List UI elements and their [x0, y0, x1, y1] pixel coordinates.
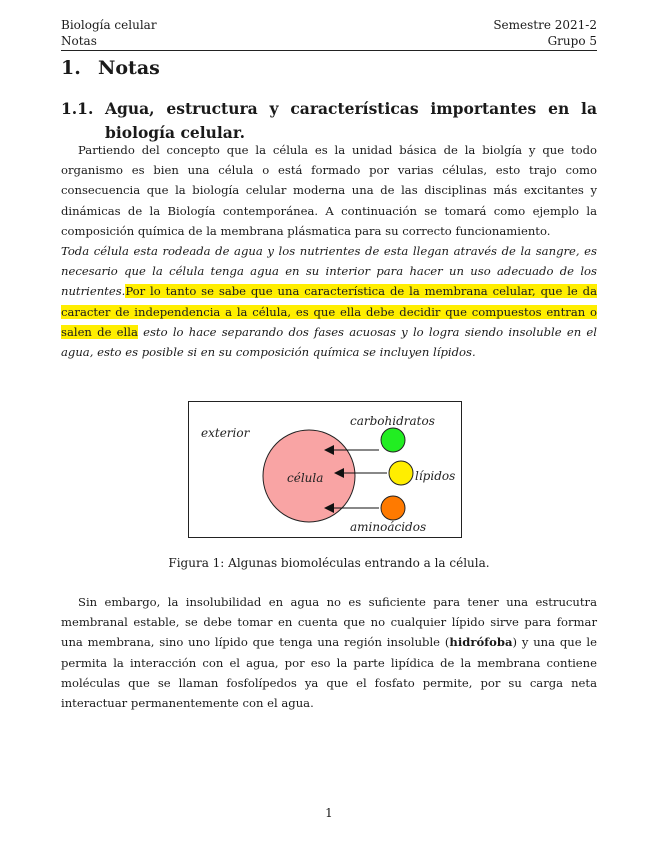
bold-term: hidrófoba — [449, 635, 513, 650]
paragraph-insolubility — [61, 592, 597, 713]
paragraph-membrane-italic-start: Toda célula esta rodeada de agua y los nutrientes de esta llegan através de la sangre, es necesario que la célula tenga agua en su interior para hacer un uso adecuado de los nutrientes. — [61, 244, 597, 299]
header-rule — [61, 50, 597, 51]
running-header — [61, 17, 597, 49]
header-group: Grupo 5 — [547, 34, 597, 48]
paragraph-intro: Partiendo del concepto que la célula es la unidad básica de la biolgía y que todo organismo es bien una célula o está formado por varias células, esto trajo como consecuencia que la biología celular moderna una de las disciplinas más excitantes y dinámicas de la Biología contemporánea. A continuación se tomará como ejemplo la composición química de la membrana plásmatica para su correcto funcionamiento. — [61, 143, 597, 238]
subsection-heading — [61, 97, 597, 145]
subsection-title: Agua, estructura y características importantes en la biología celular. — [105, 99, 597, 142]
label-exterior: exterior — [201, 426, 250, 440]
highlighted-text: Por lo tanto se sabe que una característica de la membrana celular, que le da caracter de independencia a la célula, es que ella debe decidir que compuestos entran o salen de ella — [61, 284, 597, 339]
header-semester: Semestre 2021-2 — [493, 18, 597, 32]
label-amino-acids: aminoácidos — [350, 520, 427, 534]
carbohydrate-molecule — [381, 428, 405, 452]
page-number: 1 — [325, 806, 333, 820]
paragraph-insolubility-part1: Sin embargo, la insolubilidad en agua no es suficiente para tener una estrucutra membranal estable, se debe tomar en cuenta que no cualquier lípido sirve para formar una membrana, sino uno lípido que tenga una región insoluble ( — [61, 595, 597, 650]
figure-biomolecules — [188, 401, 462, 538]
paragraph-membrane-italic-end: esto lo hace separando dos fases acuosas y lo logra siendo insoluble en el agua, esto es posible si en su composición química se incluyen lípidos. — [61, 324, 597, 360]
label-cell: célula — [287, 471, 324, 485]
section-heading — [61, 57, 160, 79]
amino-acid-molecule — [381, 496, 405, 520]
header-course: Biología celular — [61, 18, 157, 32]
header-doc-type: Notas — [61, 34, 97, 48]
section-title: Notas — [98, 57, 160, 79]
label-carbohydrates: carbohidratos — [350, 414, 435, 428]
lipid-molecule — [389, 461, 413, 485]
paragraph-membrane — [61, 241, 597, 362]
paragraph-insolubility-part2: ) y una que le permita la interacción con el agua, por eso la parte lipídica de la membrana contiene moléculas que se llaman fosfolípedos ya que el fosfato permite, por su carga neta interactuar permanentemente con el agua. — [61, 635, 597, 711]
figure-caption: Figura 1: Algunas biomoléculas entrando a la célula. — [168, 556, 490, 570]
figure-diagram — [189, 402, 461, 537]
label-lipids: lípidos — [415, 469, 456, 483]
section-number: 1. — [61, 57, 81, 79]
subsection-number: 1.1. — [61, 99, 94, 118]
